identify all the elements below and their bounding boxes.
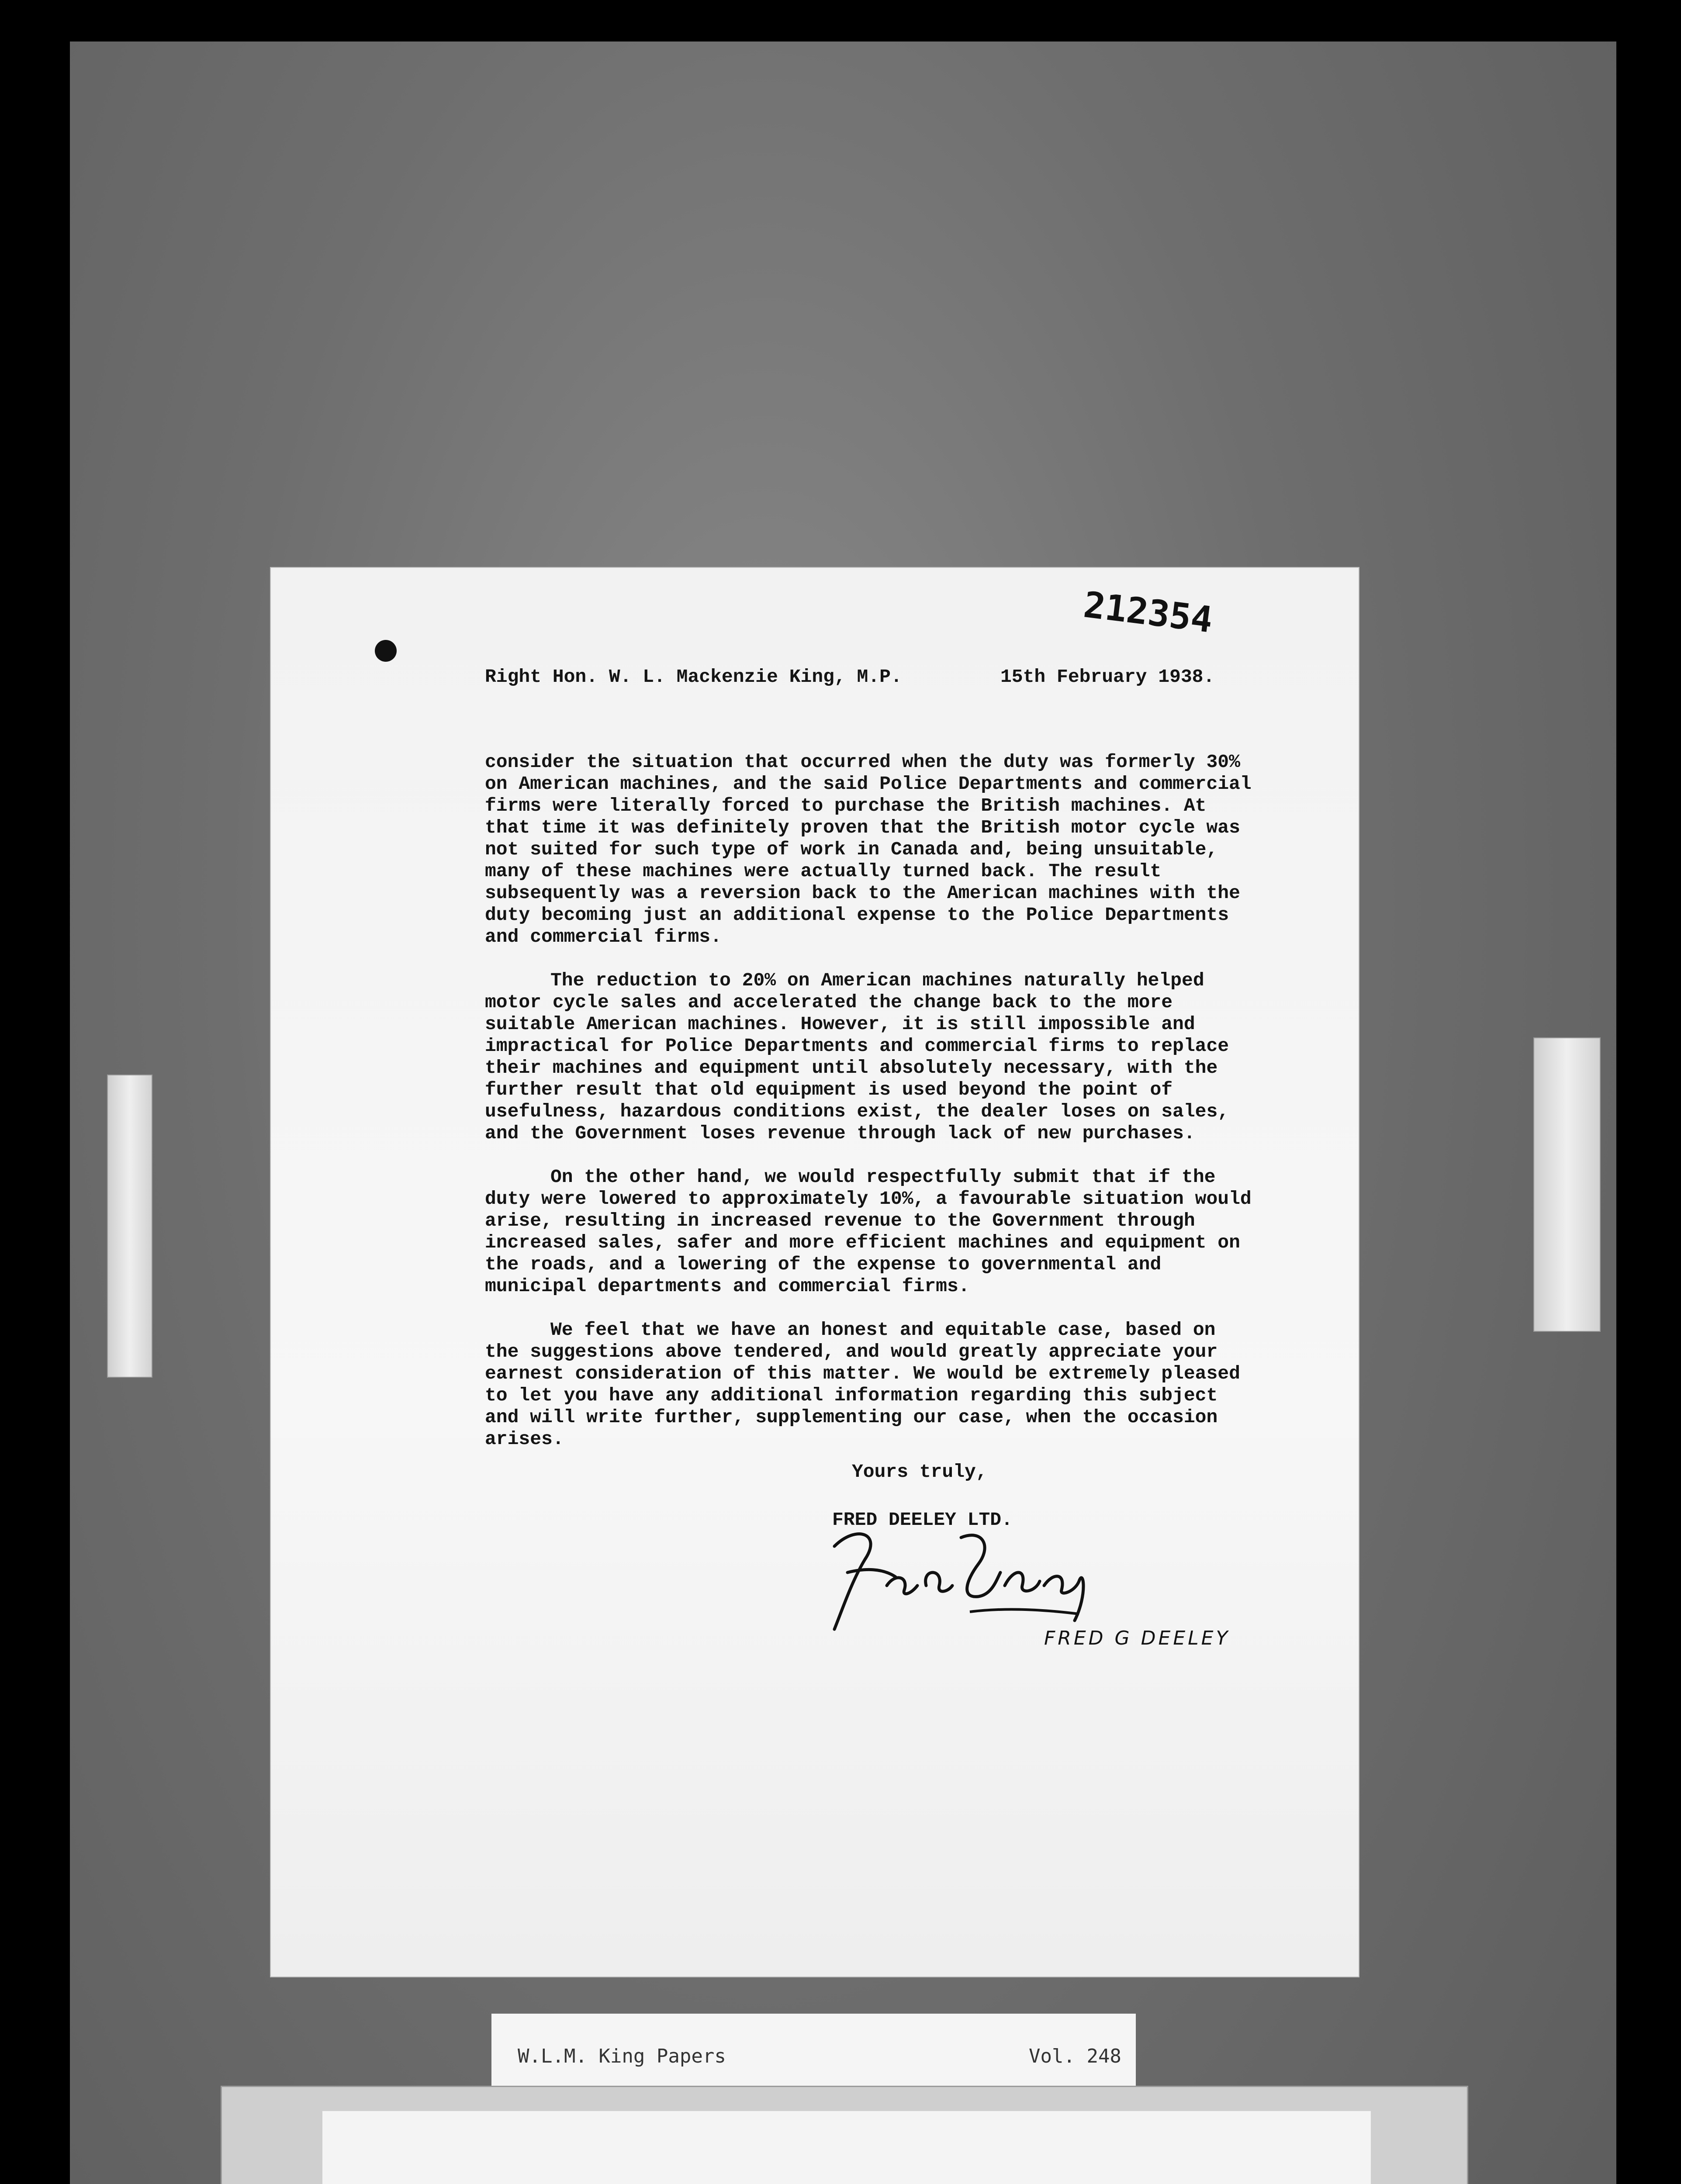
tape-strip-right [1533, 1037, 1601, 1332]
collection-label: W.L.M. King Papers [518, 2045, 726, 2067]
archive-card [322, 2111, 1371, 2184]
company-name: FRED DEELEY LTD. [832, 1509, 1013, 1531]
document-number: 212354 [1081, 584, 1215, 641]
volume-label: Vol. 248 [1029, 2045, 1121, 2067]
punch-hole [375, 640, 397, 662]
archive-card-holder [221, 2086, 1468, 2184]
paragraph-4: We feel that we have an honest and equitable case, based on the suggestions above tendered, and would greatly appreciate your earnest consideration of this matter. We would be extremely pleased to let you have any additional information regarding this subject and will write further, supplementing our case, when the occasion arises. [485, 1319, 1240, 1450]
paragraph-3: On the other hand, we would respectfully submit that if the duty were lowered to approximately 10%, a favourable situation would arise, resulting in increased revenue to the Government through increased sales, safer and more efficient machines and equipment on the roads, and a lowering of the expense to governmental and municipal departments and commercial firms. [485, 1166, 1252, 1297]
tape-strip-left [107, 1075, 152, 1378]
letter-page [271, 568, 1359, 1977]
closing-line: Yours truly, [852, 1461, 987, 1482]
letter-date: 15th February 1938. [1000, 666, 1215, 688]
letter-body [485, 751, 1254, 1472]
printed-name-annotation: FRED G DEELEY [1044, 1627, 1231, 1649]
handwritten-signature [817, 1520, 1096, 1638]
paragraph-2: The reduction to 20% on American machines naturally helped motor cycle sales and accelerated the change back to the more suitable American machines. However, it is still impossible and impractical for Police Departments and commercial firms to replace their machines and equipment until absolutely necessary, with the further result that old equipment is used beyond the point of usefulness, hazardous conditions exist, the dealer loses on sales, and the Government loses revenue through lack of new purchases. [485, 970, 1229, 1144]
recipient-header: Right Hon. W. L. Mackenzie King, M.P. [485, 666, 902, 688]
paragraph-1: consider the situation that occurred when the duty was formerly 30% on American machines, and the said Police Departments and commercial firms were literally forced to purchase the British machines. At that time it was definitely proven that the British motor cycle was not suited for such type of work in Canada and, being unsuitable, many of these machines were actually turned back. The result subsequently was a reversion back to the American machines with the duty becoming just an additional expense to the Police Departments and commercial firms. [485, 751, 1252, 947]
